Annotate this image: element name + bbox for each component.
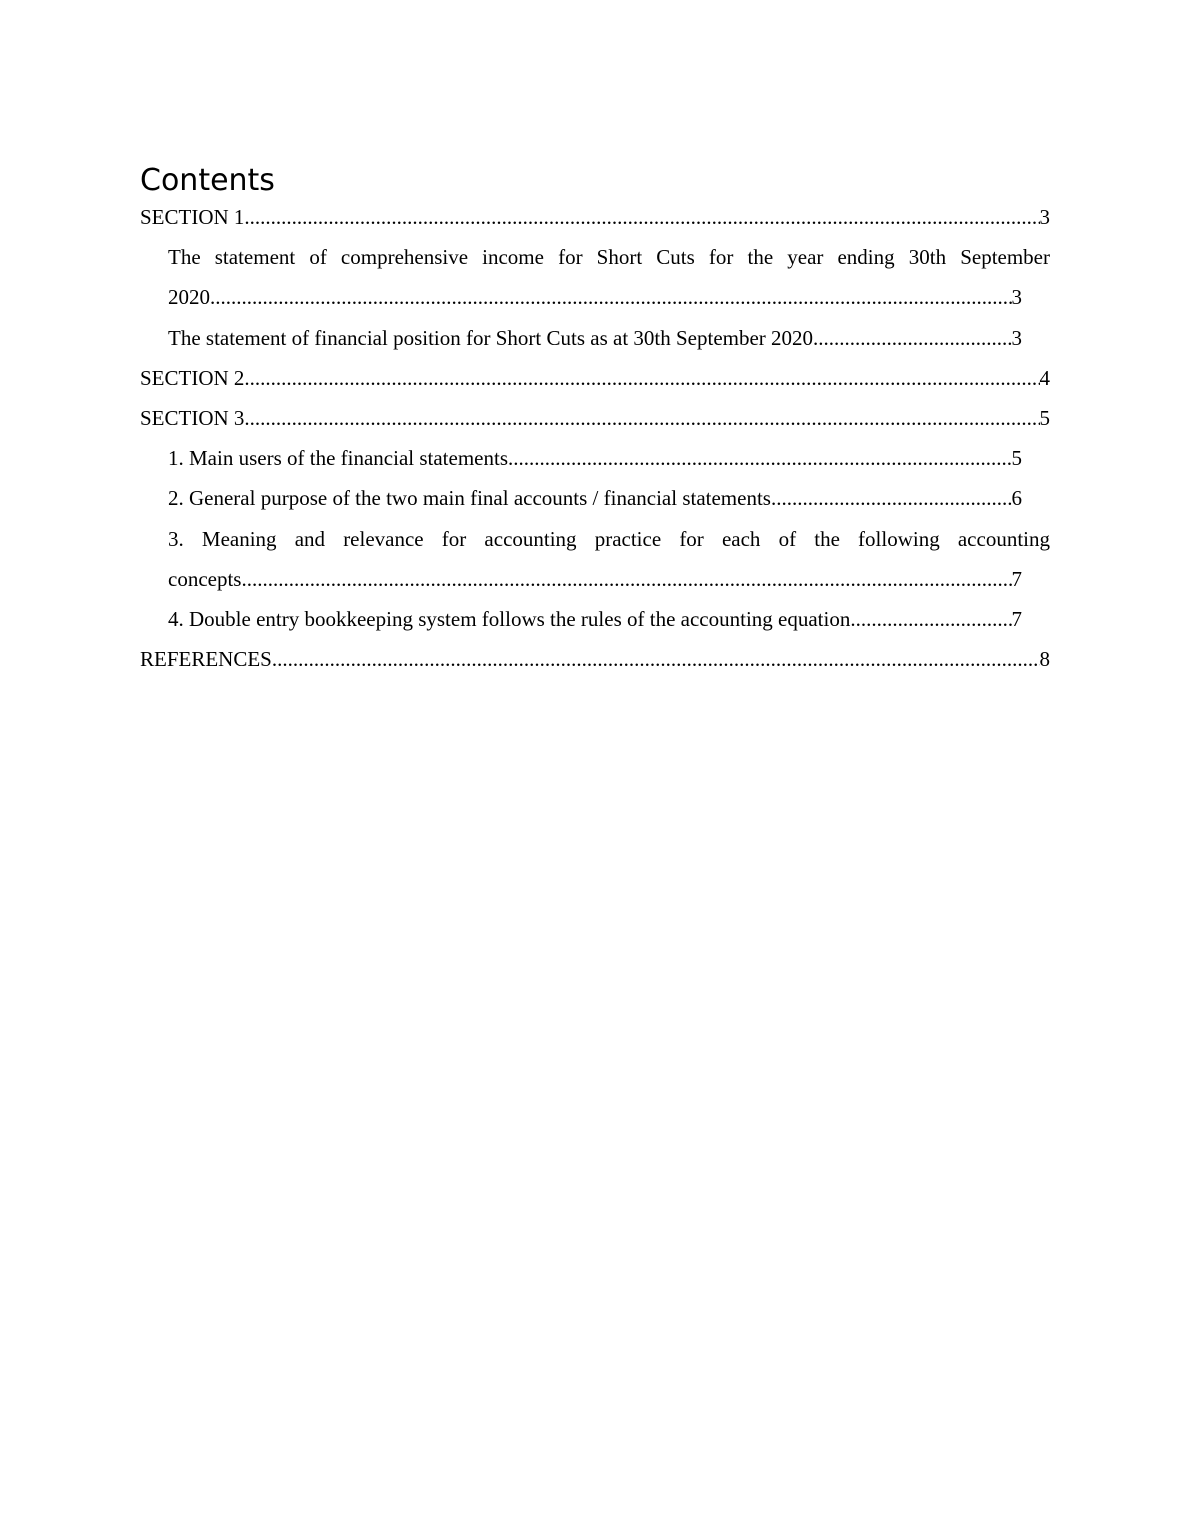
- toc-entry-section-2[interactable]: [140, 358, 1050, 398]
- toc-entry-references[interactable]: [140, 639, 1050, 679]
- dot-leader: [244, 197, 1039, 237]
- dot-leader: [244, 398, 1039, 438]
- toc-entry-accounting-concepts[interactable]: [168, 519, 1050, 599]
- dot-leader: [508, 438, 1012, 478]
- toc-entry-title: The statement of financial position for Short Cuts as at 30th September 2020: [168, 325, 814, 350]
- toc-entry-general-purpose[interactable]: [168, 478, 1022, 518]
- toc-page-number: 5: [1039, 406, 1050, 431]
- toc-entry-title: SECTION 3: [140, 406, 245, 431]
- toc-page-number: 3: [1011, 285, 1022, 310]
- contents-heading: Contents: [140, 163, 275, 198]
- toc-entry-title: 2. General purpose of the two main final accounts / financial statements: [168, 486, 771, 511]
- toc-page-number: 7: [1011, 607, 1022, 632]
- toc-entry-section-3[interactable]: [140, 398, 1050, 438]
- dot-leader: [244, 358, 1039, 398]
- toc-page-number: 4: [1039, 365, 1050, 390]
- toc-entry-title-continued: 2020: [168, 285, 210, 310]
- dot-leader: [813, 318, 1011, 358]
- toc-entry-double-entry[interactable]: [168, 599, 1022, 639]
- toc-page-number: 3: [1039, 205, 1050, 229]
- dot-leader: [850, 599, 1011, 639]
- toc-page-number: 3: [1011, 325, 1022, 350]
- toc-entry-title: 3. Meaning and relevance for accounting practice for each of the following accounting: [168, 526, 1050, 551]
- dot-leader: [241, 559, 1011, 599]
- toc-entry-title: The statement of comprehensive income for Short Cuts for the year ending 30th September: [168, 245, 1050, 270]
- toc-page-number: 5: [1011, 446, 1022, 471]
- toc-entry-section-1[interactable]: [140, 197, 1050, 237]
- dot-leader: [210, 277, 1012, 317]
- toc-entry-title: SECTION 2: [140, 365, 245, 390]
- toc-page-number: 6: [1011, 486, 1022, 511]
- toc-entry-title: SECTION 1: [140, 205, 245, 229]
- toc-entry-financial-position[interactable]: [168, 318, 1022, 358]
- toc-entry-main-users[interactable]: [168, 438, 1022, 478]
- toc-entry-title: 4. Double entry bookkeeping system follows the rules of the accounting equation: [168, 607, 851, 632]
- toc-page-number: 7: [1011, 566, 1022, 591]
- toc-entry-comprehensive-income[interactable]: [168, 237, 1050, 317]
- toc-page-number: 8: [1039, 647, 1050, 672]
- dot-leader: [771, 478, 1012, 518]
- dot-leader: [272, 639, 1040, 679]
- toc-entry-title-continued: concepts: [168, 566, 242, 591]
- toc-entry-title: 1. Main users of the financial statements: [168, 446, 508, 471]
- table-of-contents: [140, 197, 1050, 679]
- toc-entry-title: REFERENCES: [140, 647, 272, 672]
